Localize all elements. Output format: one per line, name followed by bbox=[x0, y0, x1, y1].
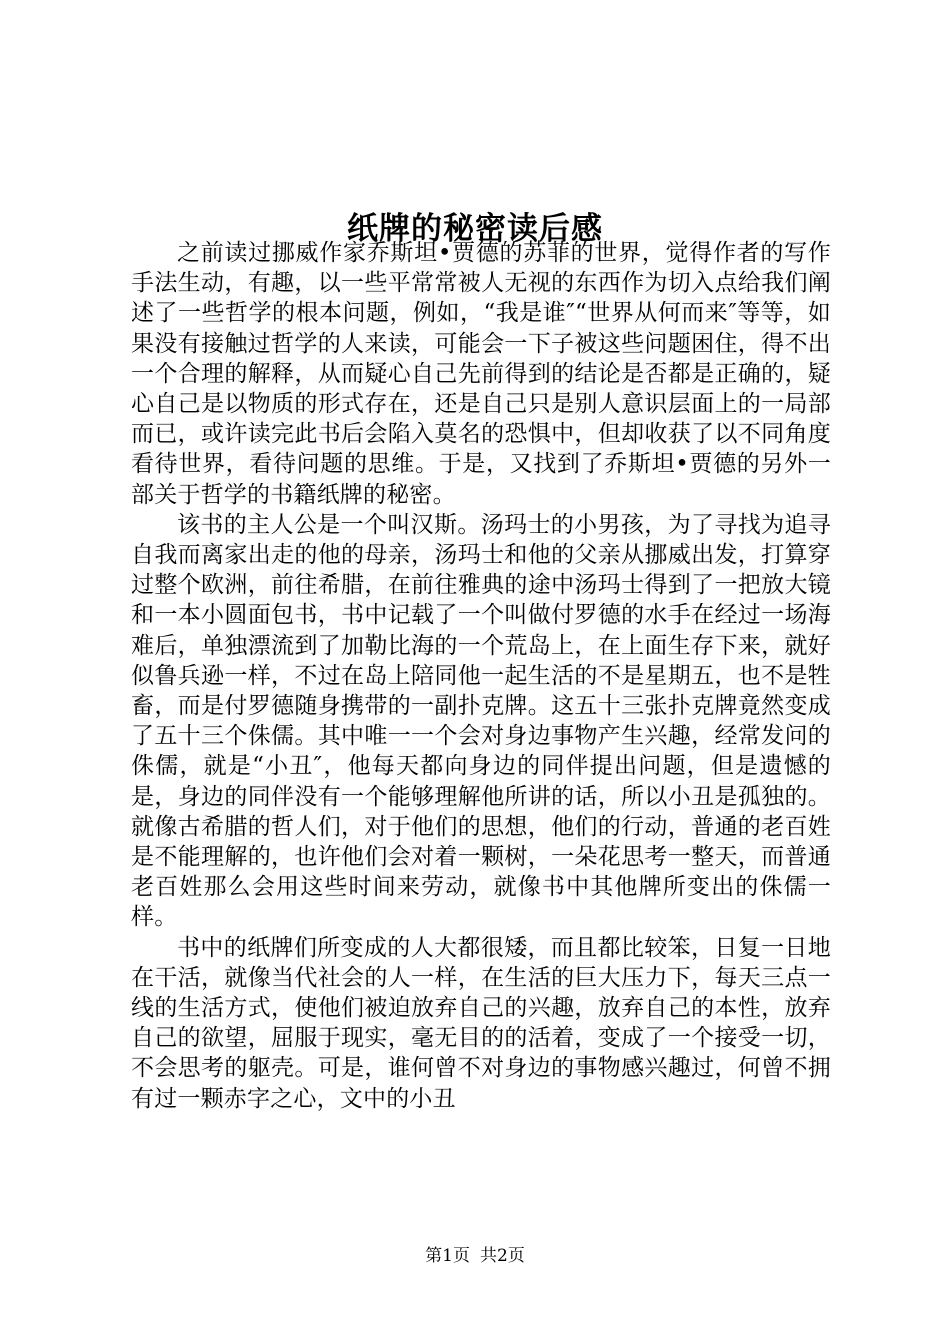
paragraph: 该书的主人公是一个叫汉斯。汤玛士的小男孩，为了寻找为追寻自我而离家出走的他的母亲，汤玛士和他的父亲从挪威出发，打算穿过整个欧洲，前往希腊，在前往雅典的途中汤玛士得到了一把放大镜和一本小圆面包书，书中记载了一个叫做付罗德的水手在经过一场海难后，单独漂流到了加勒比海的一个荒岛上，在上面生存下来，就好似鲁兵逊一样，不过在岛上陪同他一起生活的不是星期五，也不是牲畜，而是付罗德随身携带的一副扑克牌。这五十三张扑克牌竟然变成了五十三个侏儒。其中唯一一个会对身边事物产生兴趣，经常发问的侏儒，就是“小丑″，他每天都向身边的同伴提出问题，但是遗憾的是，身边的同伴没有一个能够理解他所讲的话，所以小丑是孤独的。就像古希腊的哲人们，对于他们的思想，他们的行动，普通的老百姓是不能理解的，也许他们会对着一颗树，一朵花思考一整天，而普通老百姓那么会用这些时间来劳动，就像书中其他牌所变出的侏儒一样。 bbox=[131, 511, 831, 931]
page-total: 共2页 bbox=[480, 1246, 525, 1266]
page-number: 第1页 bbox=[425, 1246, 470, 1266]
paragraph: 书中的纸牌们所变成的人大都很矮，而且都比较笨，日复一日地在干活，就像当代社会的人一样，在生活的巨大压力下，每天三点一线的生活方式，使他们被迫放弃自己的兴趣，放弃自己的本性，放弃自己的欲望，屈服于现实，毫无目的的活着，变成了一个接受一切，不会思考的躯壳。可是，谁何曾不对身边的事物感兴趣过，何曾不拥有过一颗赤字之心，文中的小丑 bbox=[131, 934, 831, 1112]
document-body bbox=[131, 238, 831, 1114]
paragraph: 之前读过挪威作家乔斯坦•贾德的苏菲的世界，觉得作者的写作手法生动，有趣，以一些平常常被人无视的东西作为切入点给我们阐述了一些哲学的根本问题，例如，“我是谁″“世界从何而来″等等，如果没有接触过哲学的人来读，可能会一下子被这些问题困住，得不出一个合理的解释，从而疑心自己先前得到的结论是否都是正确的，疑心自己是以物质的形式存在，还是自己只是别人意识层面上的一局部而已，或许读完此书后会陷入莫名的恐惧中，但却收获了以不同角度看待世界，看待问题的思维。于是，又找到了乔斯坦•贾德的另外一部关于哲学的书籍纸牌的秘密。 bbox=[131, 240, 831, 508]
document-title: 纸牌的秘密读后感 bbox=[347, 210, 603, 247]
page-footer bbox=[0, 1244, 950, 1268]
